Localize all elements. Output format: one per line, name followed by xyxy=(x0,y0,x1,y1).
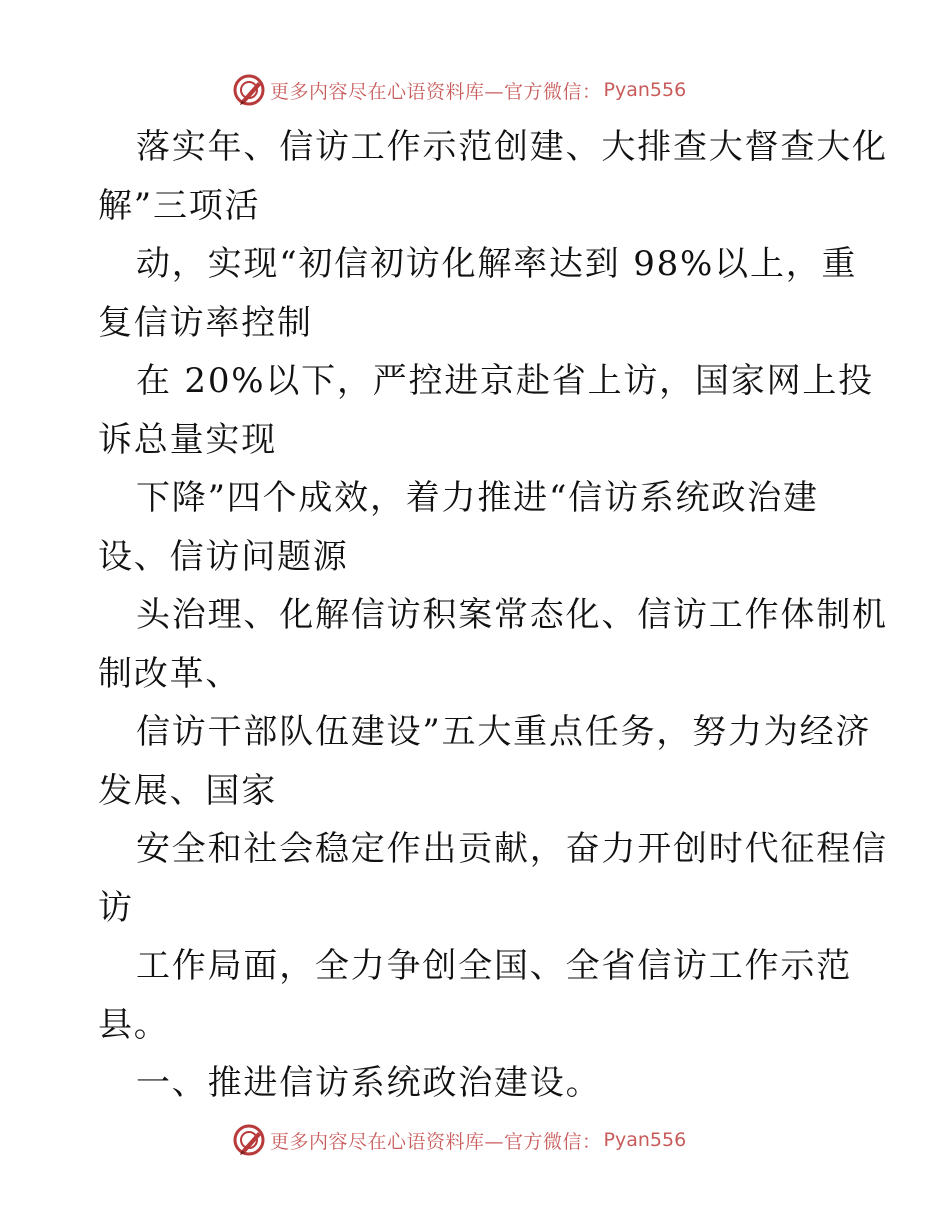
footer-watermark xyxy=(232,1122,686,1158)
text-line: 发展、国家 xyxy=(98,770,277,811)
watermark-text: 更多内容尽在心语资料库—官方微信： xyxy=(270,80,602,103)
text-line: 下降”四个成效，着力推进“信访系统政治建 xyxy=(136,478,819,518)
text-line: 访 xyxy=(98,887,134,928)
section-heading: 一、推进信访系统政治建设。 xyxy=(136,1063,602,1103)
text-line: 动，实现“初信初访化解率达到 98%以上，重 xyxy=(136,244,858,284)
watermark-contact: Pyan556 xyxy=(603,79,687,101)
watermark-text: 更多内容尽在心语资料库—官方微信： xyxy=(270,1130,602,1153)
watermark-contact: Pyan556 xyxy=(603,1129,687,1151)
text-line: 设、信访问题源 xyxy=(98,536,349,577)
text-line: 诉总量实现 xyxy=(98,419,277,460)
text-line: 解”三项活 xyxy=(98,185,261,226)
text-line: 制改革、 xyxy=(98,653,242,694)
text-line: 落实年、信访工作示范创建、大排查大督查大化 xyxy=(136,127,888,167)
text-line: 信访干部队伍建设”五大重点任务，努力为经济 xyxy=(136,712,872,752)
pen-logo-icon xyxy=(232,73,266,107)
text-line: 在 20%以下，严控进京赴省上访，国家网上投 xyxy=(136,361,874,401)
text-line: 工作局面，全力争创全国、全省信访工作示范 xyxy=(136,946,852,986)
text-line: 复信访率控制 xyxy=(98,302,313,343)
header-watermark xyxy=(232,72,686,108)
text-line: 安全和社会稳定作出贡献，奋力开创时代征程信 xyxy=(136,829,888,869)
document-body xyxy=(98,118,888,1113)
text-line: 县。 xyxy=(98,1004,170,1045)
text-line: 头治理、化解信访积案常态化、信访工作体制机 xyxy=(136,595,888,635)
pen-logo-icon xyxy=(232,1123,266,1157)
